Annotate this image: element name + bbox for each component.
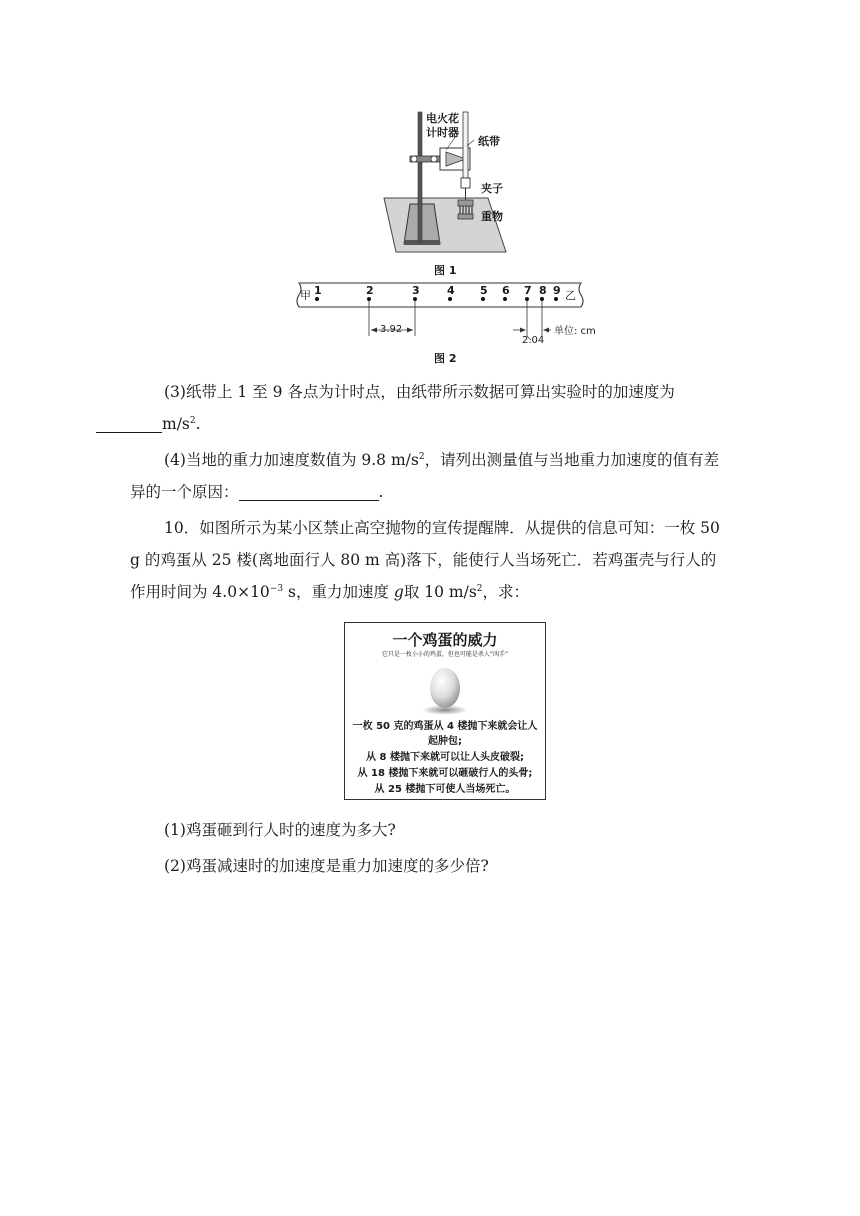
question-3-end: .: [195, 415, 201, 433]
tape-dot-5: [481, 297, 485, 301]
poster-line-1: 一枚 50 克的鸡蛋从 4 楼抛下来就会让人: [352, 721, 538, 732]
sub-question-1: (1)鸡蛋砸到行人时的速度为多大?: [164, 821, 396, 839]
tape-dot-2: [367, 297, 371, 301]
tape-unit-label: 单位: cm: [554, 326, 596, 337]
poster-line-3: 从 8 楼抛下来就可以让人头皮破裂;: [366, 752, 524, 763]
tape-point-4: 4: [447, 284, 455, 297]
tape-point-3: 3: [412, 284, 420, 297]
tape-dot-3: [413, 297, 417, 301]
label-tape: 纸带: [478, 135, 500, 148]
question-3-text: (3)纸带上 1 至 9 各点为计时点，由纸带所示数据可算出实验时的加速度为: [164, 383, 675, 401]
warning-poster: [344, 622, 546, 800]
tape-point-2: 2: [366, 284, 374, 297]
question-3-unit: m/s: [162, 415, 190, 433]
question-10-exp1: −3: [269, 583, 284, 594]
poster-title: 一个鸡蛋的威力: [392, 631, 498, 649]
question-4-exp: 2: [418, 451, 425, 462]
tape-point-7: 7: [524, 284, 532, 297]
tape-left-end: 甲: [300, 289, 311, 302]
tape-dot-9: [554, 297, 558, 301]
question-10-g: g: [393, 583, 404, 601]
poster-line-2: 起肿包;: [428, 736, 462, 747]
label-clip: 夹子: [481, 182, 503, 195]
tape-dot-1: [315, 297, 319, 301]
figure2-caption: 图 2: [434, 352, 457, 365]
poster-line-4: 从 18 楼抛下来就可以砸破行人的头骨;: [357, 768, 533, 779]
tape-right-end: 乙: [565, 289, 576, 302]
tape-point-6: 6: [502, 284, 510, 297]
tape-dot-7: [525, 297, 529, 301]
tape-dimension-right: 2.04: [522, 335, 545, 346]
tape-point-9: 9: [553, 284, 561, 297]
question-10-text3: 取 10 m/s: [403, 583, 477, 601]
question-10-exp2: 2: [476, 583, 483, 594]
question-4-text1: (4)当地的重力加速度数值为 9.8 m/s: [164, 451, 419, 469]
label-timer-line1: 电火花: [426, 112, 459, 125]
tape-dot-8: [540, 297, 544, 301]
answer-blank-4[interactable]: [239, 482, 379, 501]
question-4-text2: ，请列出测量值与当地重力加速度的值有差异的一个原因：: [130, 451, 720, 501]
question-3-unit-exp: 2: [189, 415, 196, 426]
sub-question-2: (2)鸡蛋减速时的加速度是重力加速度的多少倍?: [164, 857, 489, 875]
figure1-caption: 图 1: [434, 264, 457, 277]
egg-image: [421, 661, 471, 717]
poster-subtitle: 它只是一枚小小的鸡蛋，但也可能是杀人“凶手”: [381, 651, 509, 658]
question-10-text4: ，求：: [482, 583, 530, 601]
tape-point-1: 1: [314, 284, 322, 297]
figure1-apparatus: [370, 106, 560, 256]
tape-point-8: 8: [539, 284, 547, 297]
tape-point-5: 5: [480, 284, 488, 297]
question-4-end: .: [378, 483, 384, 501]
label-weight: 重物: [481, 210, 503, 223]
tape-dimension-left: 3.92: [380, 324, 403, 335]
question-4: [130, 444, 730, 508]
answer-blank-3[interactable]: [96, 414, 162, 433]
poster-line-5: 从 25 楼抛下可使人当场死亡。: [374, 784, 516, 795]
tape-dot-4: [448, 297, 452, 301]
tape-dot-6: [503, 297, 507, 301]
question-10: [130, 512, 730, 608]
question-10-text1: 10．如图所示为某小区禁止高空抛物的宣传提醒牌．从提供的信息可知：一枚 50 g 的鸡蛋从 25 楼(离地面行人 80 m 高)落下，能使行人当场死亡．若鸡蛋壳与行人的作用时间为 4.0×10: [130, 519, 720, 601]
figure2-tape: [285, 280, 595, 360]
label-timer-line2: 计时器: [426, 126, 459, 139]
question-3: [130, 376, 730, 440]
question-10-text2: s，重力加速度: [283, 583, 394, 601]
